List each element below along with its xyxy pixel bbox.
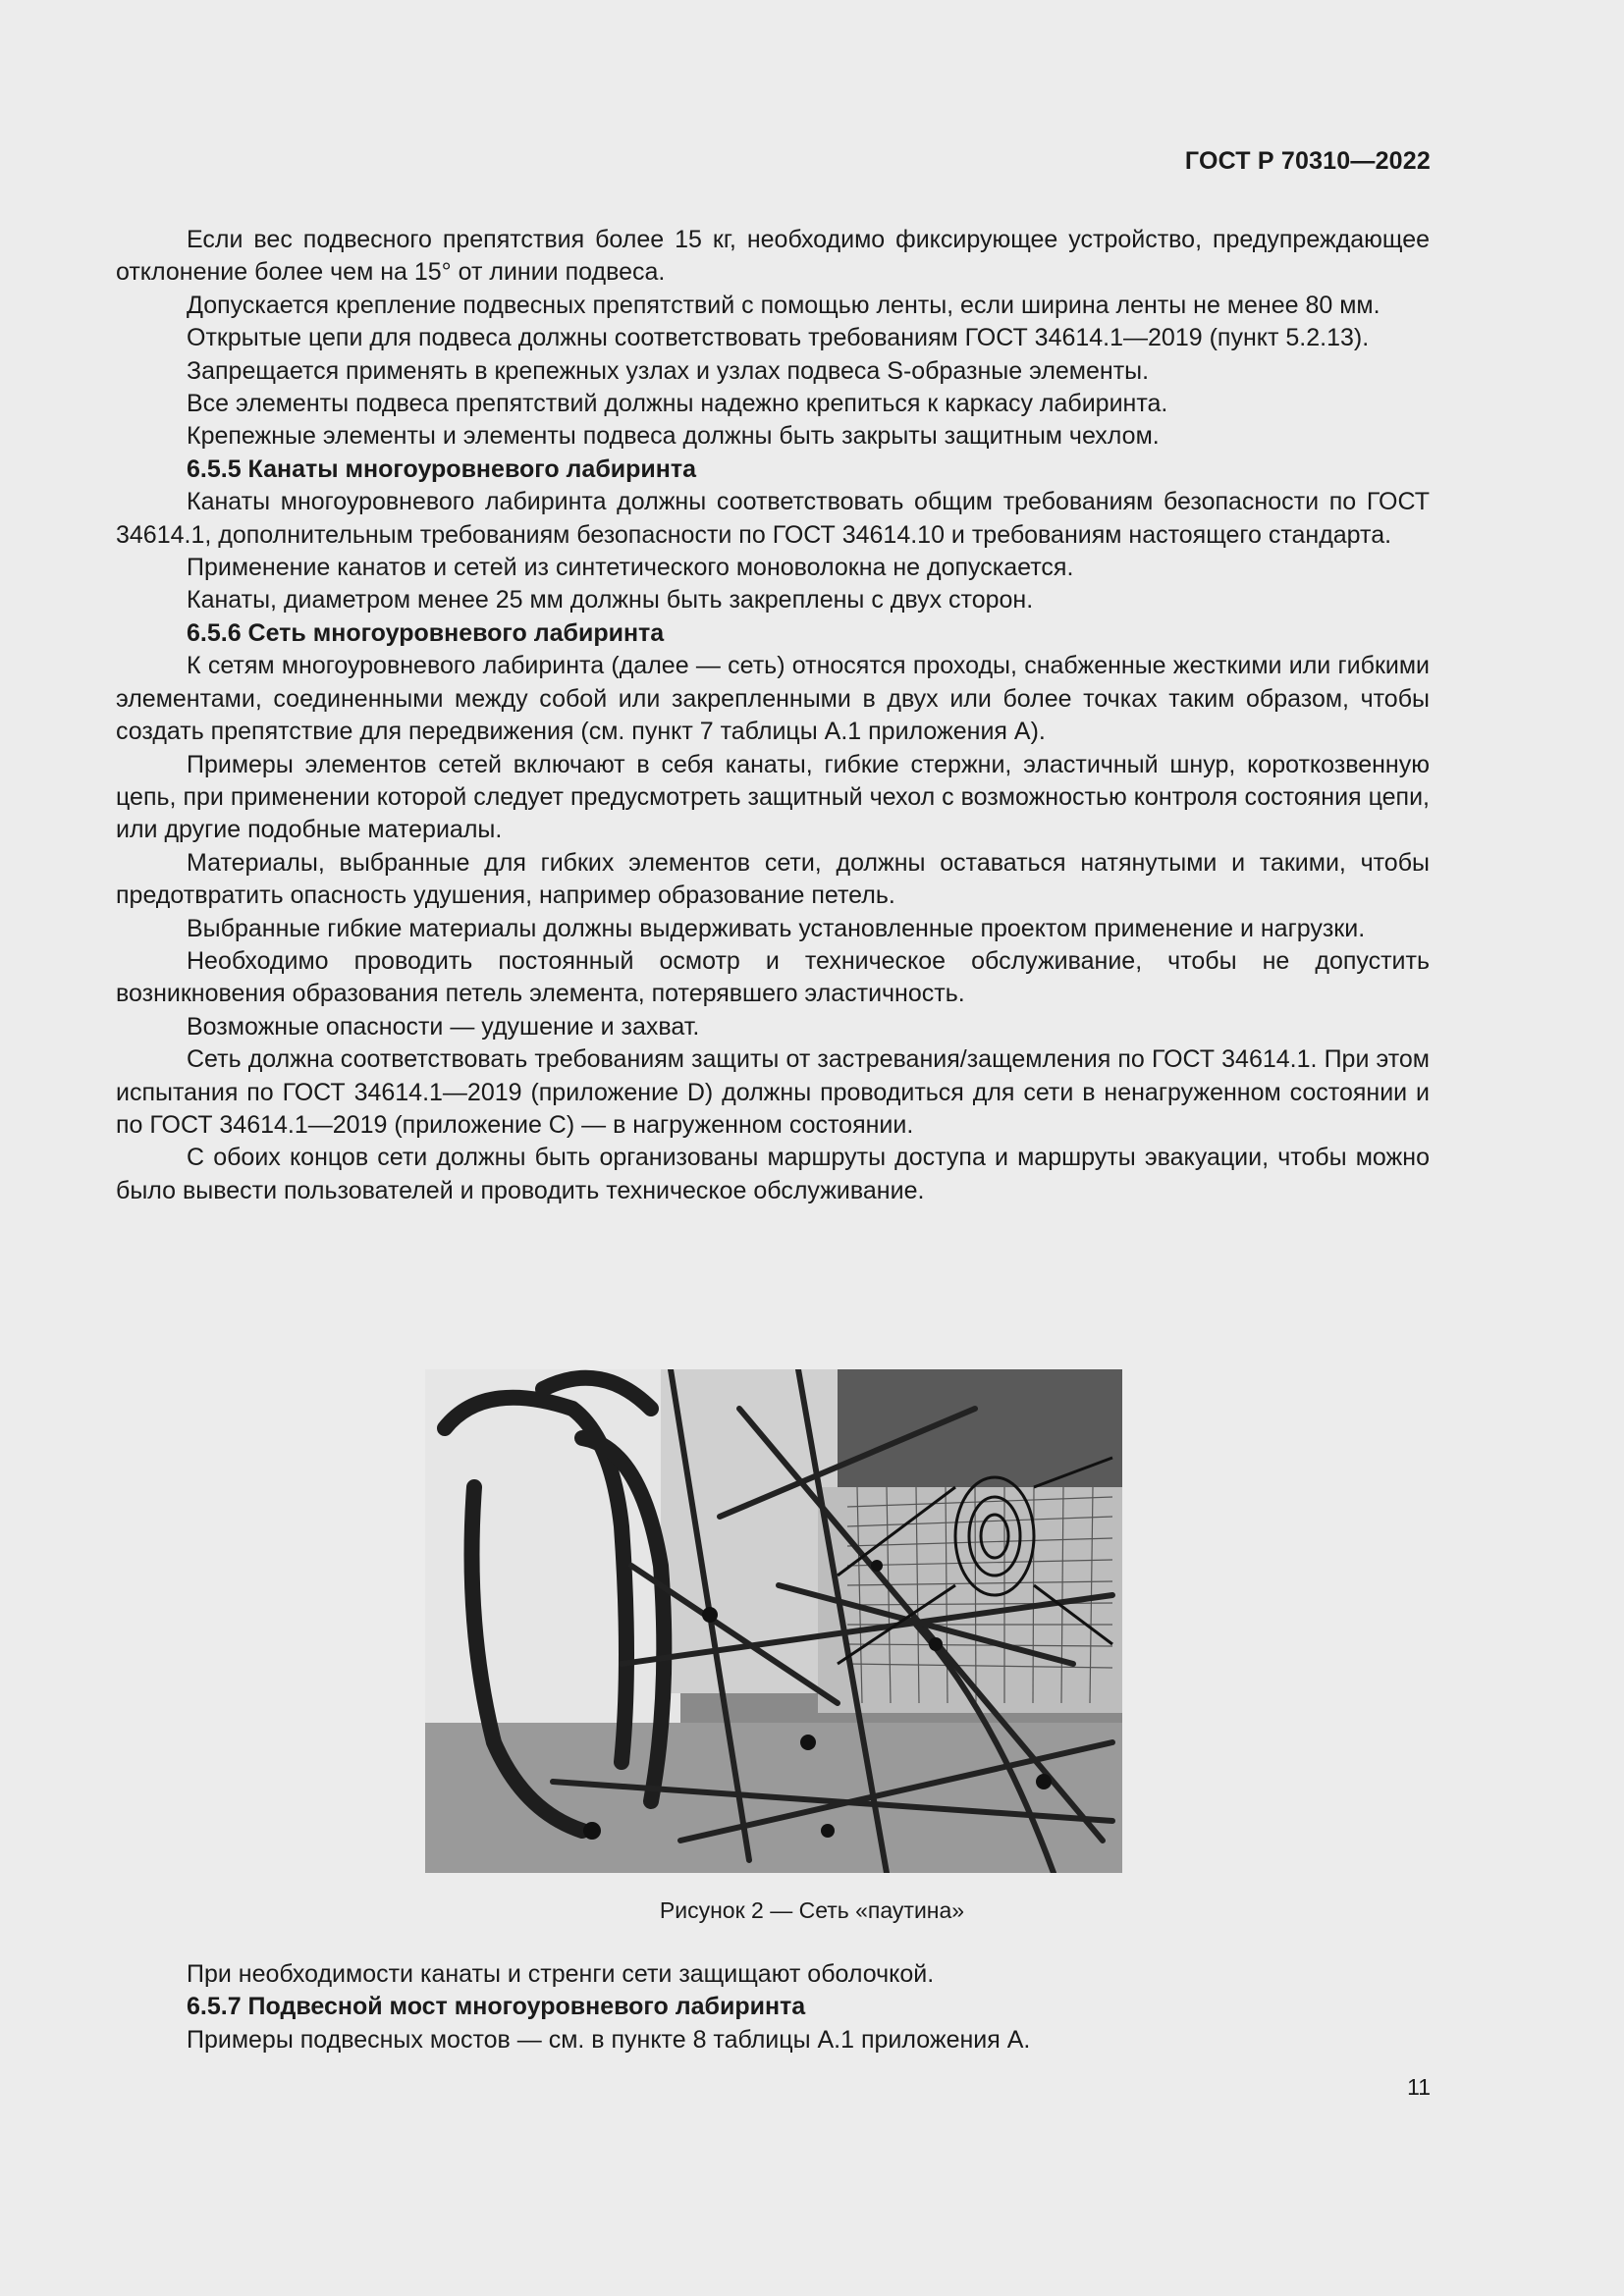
paragraph: Возможные опасности — удушение и захват. [187,1012,700,1041]
figure-web-net-photo [425,1369,1122,1873]
section-heading-6-5-6: 6.5.6 Сеть многоуровневого лабиринта [187,618,665,647]
paragraph: Все элементы подвеса препятствий должны надежно крепиться к каркасу лабиринта. [187,390,1168,418]
main-text-continued [116,1958,1430,2056]
paragraph: Запрещается применять в крепежных узлах и узлах подвеса S-образные элементы. [187,356,1150,385]
paragraph: Применение канатов и сетей из синтетического моноволокна не допускается. [187,554,1074,582]
paragraph: Крепежные элементы и элементы подвеса должны быть закрыты защитным чехлом. [187,422,1160,451]
paragraph: Примеры подвесных мостов — см. в пункте 8 таблицы А.1 приложения А. [187,2025,1031,2054]
paragraph: Выбранные гибкие материалы должны выдерживать установленные проектом применение и нагрузки. [187,914,1366,942]
paragraph: Сеть должна соответствовать требованиям защиты от застревания/защемления по ГОСТ 34614.1. При этом испытания по ГОСТ 34614.1—2019 (приложение D) должны проводиться для сети в ненагруженном состоянии и по ГОСТ 34614.1—2019 (приложение С) — в нагруженном состоянии. [116,1045,1430,1139]
paragraph: Необходимо проводить постоянный осмотр и техническое обслуживание, чтобы не допустить возникновения образования петель элемента, потерявшего эластичность. [116,946,1430,1008]
paragraph: К сетям многоуровневого лабиринта (далее — сеть) относятся проходы, снабженные жесткими или гибкими элементами, соединенными между собой или закрепленными в двух или более точках таким образом, чтобы создать препятствие для передвижения (см. пункт 7 таблицы А.1 приложения А). [116,652,1430,746]
paragraph: С обоих концов сети должны быть организованы маршруты доступа и маршруты эвакуации, чтобы можно было вывести пользователей и проводить техническое обслуживание. [116,1144,1430,1204]
paragraph: Открытые цепи для подвеса должны соответствовать требованиям ГОСТ 34614.1—2019 (пункт 5.2.13). [187,324,1370,352]
section-heading-6-5-5: 6.5.5 Канаты многоуровневого лабиринта [187,454,697,483]
paragraph: Примеры элементов сетей включают в себя канаты, гибкие стержни, эластичный шнур, короткозвенную цепь, при применении которой следует предусмотреть защитный чехол с возможностью контроля состояния цепи, или другие подобные материалы. [116,750,1430,844]
web-net-illustration [425,1369,1122,1873]
page-number: 11 [1407,2074,1431,2100]
document-number: ГОСТ Р 70310—2022 [1184,147,1431,175]
paragraph: Канаты многоуровневого лабиринта должны соответствовать общим требованиям безопасности по ГОСТ 34614.1, дополнительным требованиям безопасности по ГОСТ 34614.10 и требованиям настоящего стандарта. [116,488,1430,549]
figure-caption: Рисунок 2 — Сеть «паутина» [659,1897,965,1923]
paragraph: При необходимости канаты и стренги сети защищают оболочкой. [187,1960,935,1988]
paragraph: Материалы, выбранные для гибких элементов сети, должны оставаться натянутыми и такими, чтобы предотвратить опасность удушения, например образование петель. [116,848,1430,910]
section-heading-6-5-7: 6.5.7 Подвесной мост многоуровневого лабиринта [187,1993,806,2021]
paragraph: Канаты, диаметром менее 25 мм должны быть закреплены с двух сторон. [187,586,1034,614]
main-text [116,224,1430,1207]
paragraph: Допускается крепление подвесных препятствий с помощью ленты, если ширина ленты не менее 80 мм. [187,291,1380,319]
paragraph: Если вес подвесного препятствия более 15 кг, необходимо фиксирующее устройство, предупреждающее отклонение более чем на 15° от линии подвеса. [116,226,1430,287]
